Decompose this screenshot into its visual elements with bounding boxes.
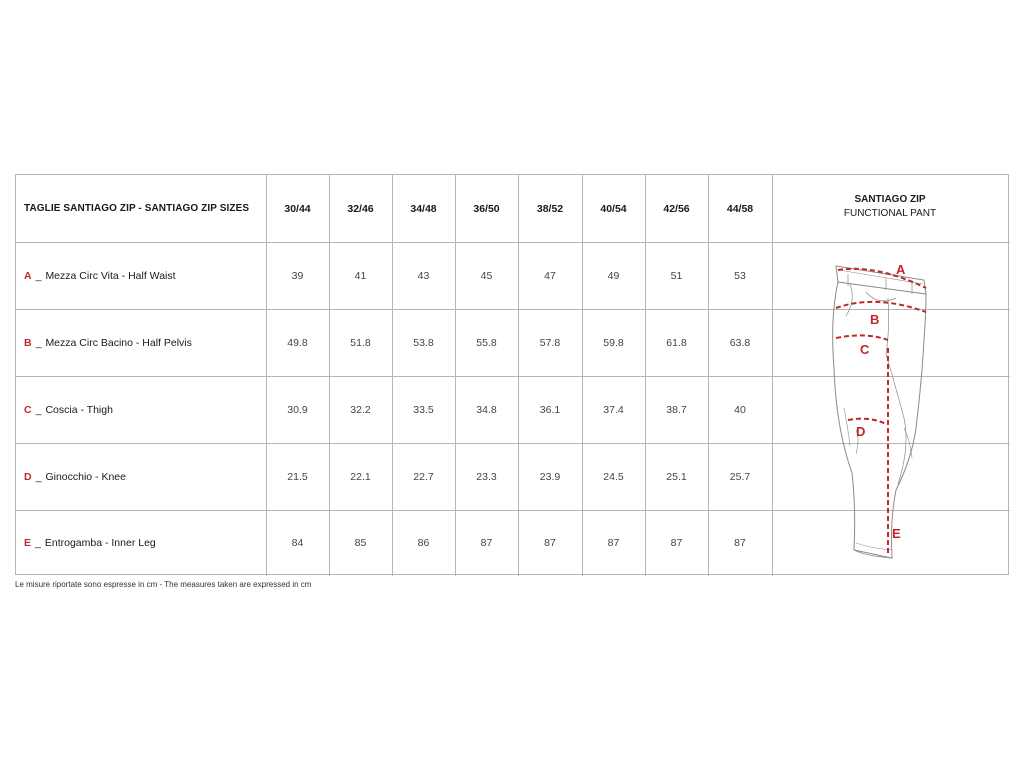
diagram-label-e: E: [892, 526, 901, 541]
measurement-value: 37.4: [603, 403, 624, 416]
measurement-value: 33.5: [413, 403, 434, 416]
measurement-value: 53: [734, 269, 746, 282]
measurement-name: Mezza Circ Vita - Half Waist: [45, 269, 176, 282]
measurement-value: 57.8: [539, 336, 561, 349]
measurement-value: 41: [354, 269, 367, 282]
footnote: Le misure riportate sono espresse in cm - The measures taken are expressed in cm: [15, 580, 312, 589]
measurement-label: [16, 443, 266, 510]
size-header: 42/56: [663, 202, 690, 215]
measurement-value: 39: [291, 269, 304, 282]
measurement-letter: D: [24, 470, 32, 483]
measurement-letter: C: [24, 403, 32, 416]
measurement-value: 51.8: [350, 336, 371, 349]
measurement-value: 47: [544, 269, 556, 282]
table-title: TAGLIE SANTIAGO ZIP - SANTIAGO ZIP SIZES: [24, 203, 250, 214]
measurement-separator: _: [35, 269, 42, 282]
measurement-value: 25.7: [729, 470, 751, 483]
measurement-value: 38.7: [666, 403, 687, 416]
diagram-label-a: A: [896, 262, 906, 277]
measurement-value: 84: [291, 537, 304, 549]
measurement-value: 21.5: [287, 470, 308, 483]
measurement-value: 59.8: [603, 336, 624, 349]
measurement-value: 22.1: [350, 470, 371, 483]
measurement-separator: _: [35, 403, 42, 416]
product-header: [771, 174, 1009, 240]
measurement-value: 87: [607, 537, 620, 549]
product-name: SANTIAGO ZIP: [854, 194, 926, 205]
measurement-value: 55.8: [476, 336, 497, 349]
measurement-letter: B: [24, 336, 32, 349]
diagram-label-c: C: [860, 342, 870, 357]
measurement-value: 22.7: [413, 470, 434, 483]
measurement-letter: E: [24, 537, 32, 549]
measurement-value: 61.8: [666, 336, 687, 349]
measurement-separator: _: [35, 537, 41, 549]
size-header: 40/54: [600, 202, 627, 215]
measurement-value: 49.8: [287, 336, 308, 349]
measurement-value: 87: [670, 537, 683, 549]
measurement-label: [16, 242, 266, 309]
measurement-name: Entrogamba - Inner Leg: [44, 537, 156, 549]
measurement-value: 23.9: [539, 470, 561, 483]
measurement-letter: A: [24, 269, 32, 282]
measurement-value: 34.8: [476, 403, 497, 416]
product-type: FUNCTIONAL PANT: [843, 208, 937, 219]
measurement-value: 53.8: [413, 336, 434, 349]
measurement-value: 49: [607, 269, 620, 282]
measurement-value: 43: [417, 269, 430, 282]
measurement-name: Coscia - Thigh: [45, 403, 113, 416]
measurement-label: [16, 376, 266, 443]
measurement-value: 86: [417, 537, 430, 549]
measurement-value: 40: [734, 403, 746, 416]
measurement-label: [16, 510, 266, 576]
measurement-separator: _: [35, 336, 42, 349]
size-header: 34/48: [410, 202, 437, 215]
measurement-name: Ginocchio - Knee: [45, 470, 126, 483]
measurement-value: 25.1: [666, 470, 687, 483]
diagram-label-b: B: [870, 312, 880, 327]
measurement-value: 32.2: [350, 403, 371, 416]
measurement-value: 51: [670, 269, 683, 282]
measurement-name: Mezza Circ Bacino - Half Pelvis: [45, 336, 192, 349]
pant-measurement-diagram: [826, 258, 936, 563]
measurement-value: 87: [734, 537, 746, 549]
measurement-value: 36.1: [539, 403, 561, 416]
measurement-value: 85: [354, 537, 367, 549]
size-header: 36/50: [473, 202, 500, 215]
diagram-label-d: D: [856, 424, 866, 439]
measurement-value: 23.3: [476, 470, 497, 483]
size-header: 32/46: [347, 202, 374, 215]
size-header: 44/58: [726, 202, 754, 215]
measurement-value: 24.5: [603, 470, 624, 483]
measurement-value: 45: [480, 269, 493, 282]
measurement-value: 87: [480, 537, 493, 549]
measurement-value: 63.8: [729, 336, 751, 349]
measurement-value: 30.9: [287, 403, 308, 416]
size-header: 30/44: [284, 202, 311, 215]
measurement-label: [16, 309, 266, 376]
size-header: 38/52: [536, 202, 564, 215]
measurement-value: 87: [544, 537, 556, 549]
measurement-separator: _: [35, 470, 42, 483]
